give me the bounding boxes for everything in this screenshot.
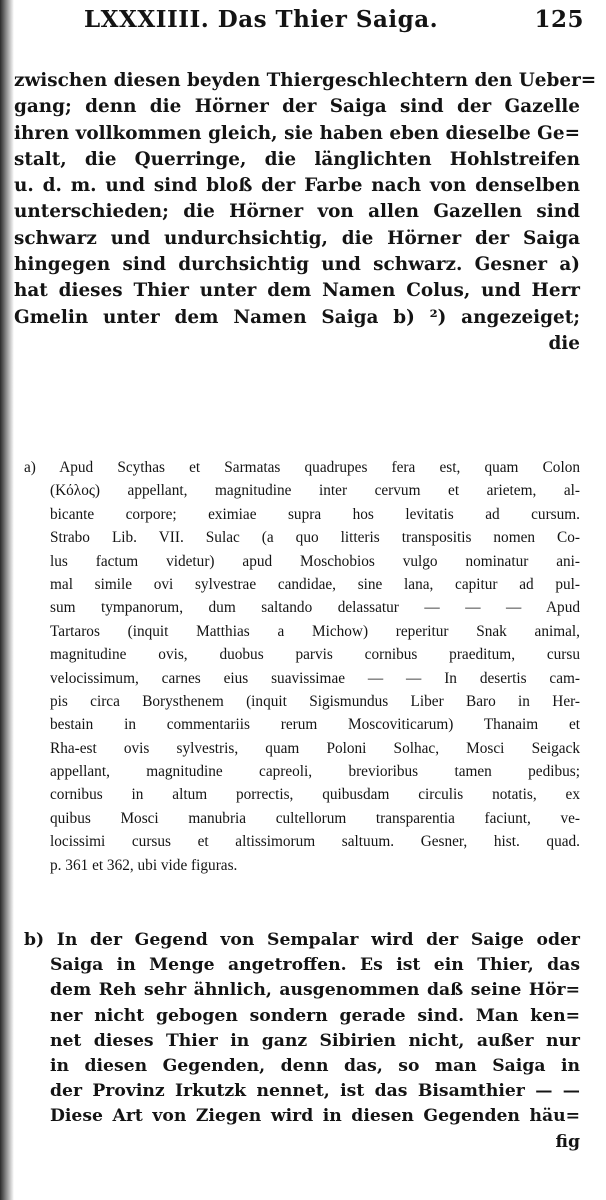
footnote-line: bestain in commentariis rerum Moscoviticarum) Thanaim et (50, 716, 580, 734)
footnote-line: bicante corpore; eximiae supra hos levitatis ad cursum. (50, 505, 580, 523)
running-title: LXXXIIII. Das Thier Saiga. (84, 6, 439, 33)
footnote-line: sum tympanorum, dum saltando delassatur — — — Apud (50, 599, 580, 617)
running-header (84, 4, 584, 40)
body-line: u. d. m. und sind bloß der Farbe nach von denselben (14, 175, 580, 197)
footnote-line: magnitudine ovis, duobus parvis cornibus praeditum, cursu (50, 646, 580, 664)
footnote-b (24, 928, 580, 1155)
footnote-line: Diese Art von Ziegen wird in diesen Gegenden häu= (50, 1106, 580, 1127)
footnote-line: (Κόλος) appellant, magnitudine inter cervum et arietem, al- (50, 482, 580, 500)
footnote-line: dem Reh sehr ähnlich, ausgenommen daß seine Hör= (50, 980, 580, 1001)
body-line: gang; denn die Hörner der Saiga sind der Gazelle (14, 96, 580, 118)
footnote-line: b) In der Gegend von Sempalar wird der Saige oder (24, 930, 580, 950)
footnote-line: mal simile ovi sylvestrae candidae, sine lana, capitur ad pul- (50, 575, 580, 593)
footnote-line: Tartaros (inquit Matthias a Michow) reperitur Snak animal, (50, 622, 580, 640)
footnote-line: velocissimum, carnes eius suavissimae — — In desertis cam- (50, 669, 580, 687)
body-line: schwarz und undurchsichtig, die Hörner der Saiga (14, 227, 580, 249)
footnote-line: ner nicht gebogen sondern gerade sind. Man ken= (50, 1005, 580, 1026)
catchword: fig (555, 1131, 580, 1152)
page-number: 125 (534, 6, 584, 33)
footnote-line: net dieses Thier in ganz Sibirien nicht, außer nur (50, 1030, 580, 1051)
footnote-line: pis circa Borysthenem (inquit Sigismundus Liber Baro in Her- (50, 692, 580, 710)
page-gutter-shadow (0, 0, 14, 1200)
footnote-line: Saiga in Menge angetroffen. Es ist ein Thier, das (50, 955, 580, 976)
body-line: hat dieses Thier unter dem Namen Colus, und Herr (14, 280, 580, 302)
body-line: Gmelin unter dem Namen Saiga b) ²) angezeiget; (14, 306, 580, 328)
catchword: die (548, 332, 580, 354)
footnote-line: cornibus in altum porrectis, quibusdam circulis notatis, ex (50, 786, 580, 804)
footnote-line: Strabo Lib. VII. Sulac (a quo litteris transpositis nomen Co- (50, 529, 580, 547)
body-line: ihren vollkommen gleich, sie haben eben dieselbe Ge= (14, 122, 580, 144)
footnote-line: p. 361 et 362, ubi vide figuras. (50, 856, 238, 874)
footnote-line: lus factum videtur) apud Moschobios vulgo nominatur ani- (50, 552, 580, 570)
footnote-line: a) Apud Scythas et Sarmatas quadrupes fera est, quam Colon (24, 459, 580, 476)
body-line: unterschieden; die Hörner von allen Gazellen sind (14, 201, 580, 223)
footnote-line: der Provinz Irkutzk nennet, ist das Bisamthier — — (50, 1081, 580, 1102)
footnote-line: in diesen Gegenden, denn das, so man Saiga in (50, 1055, 580, 1076)
footnote-line: locissimi cursus et altissimorum saltuum. Gesner, hist. quad. (50, 833, 580, 851)
footnote-a (24, 456, 580, 877)
body-line: hingegen sind durchsichtig und schwarz. Gesner a) (14, 254, 580, 276)
body-line: stalt, die Querringe, die länglichten Hohlstreifen (14, 148, 580, 170)
footnote-line: Rha-est ovis sylvestris, quam Poloni Solhac, Mosci Seigack (50, 739, 580, 757)
footnote-line: quibus Mosci manubria cultellorum transparentia faciunt, ve- (50, 809, 580, 827)
main-text (14, 68, 597, 357)
body-line: zwischen diesen beyden Thiergeschlechtern den Ueber= (14, 70, 597, 91)
footnote-line: appellant, magnitudine capreoli, brevioribus tamen pedibus; (50, 763, 580, 781)
